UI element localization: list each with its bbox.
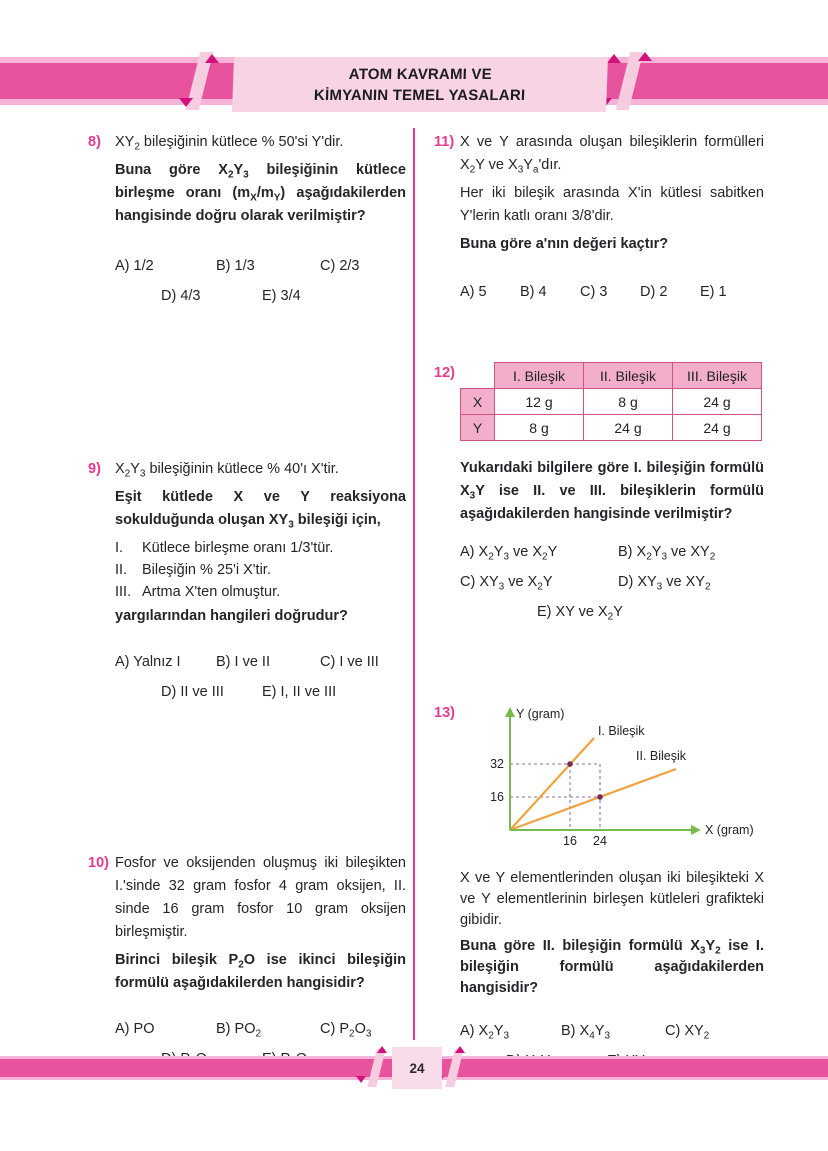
triangle-up-icon: [638, 52, 652, 61]
statement-1-numeral: I.: [115, 540, 124, 556]
option-a: A) PO: [115, 1021, 155, 1037]
data-point-16-32: [567, 761, 573, 767]
question-10-intro: Fosfor ve oksijenden oluşmuş iki bileşikten I.'sinde 32 gram fosfor 4 gram oksijen, II. sinde 16 gram fosfor 10 gram oksijen birleşmiştir.: [115, 855, 406, 940]
cell-x-2: 8 g: [584, 389, 673, 415]
option-e: E) I, II ve III: [262, 684, 337, 700]
option-a: A) 1/2: [115, 258, 154, 274]
statement-3-numeral: III.: [115, 584, 132, 600]
cell-x-3: 24 g: [673, 389, 762, 415]
cell-x-1: 12 g: [495, 389, 584, 415]
option-a: A) $X_2Y_3$: [460, 1023, 509, 1042]
option-d: D) 2: [640, 284, 668, 300]
option-b: B) $PO_2$: [216, 1021, 262, 1040]
series-line-compound-2: [510, 769, 676, 830]
question-9-statements: [115, 537, 406, 603]
question-13: [434, 702, 764, 1073]
chapter-title-line1: ATOM KAVRAMI VE: [348, 65, 493, 83]
question-8-body: Buna göre $X_2Y_3$ bileşiğinin kütlece birleşme oranı $(m_X/m_Y)$ aşağıdakilerden hangisinde doğru olarak verilmiştir?: [115, 162, 407, 224]
row-label-y: Y: [461, 415, 495, 441]
question-10: [88, 852, 406, 1071]
table-header-row: [461, 363, 762, 389]
chapter-title-line2: KİMYANIN TEMEL YASALARI: [313, 86, 526, 104]
option-c: C) $P_2O_3$: [320, 1021, 372, 1040]
series-line-compound-1: [510, 738, 594, 830]
question-9-number: 9): [88, 461, 101, 477]
y-tick-32: 32: [490, 757, 504, 771]
question-12: [434, 362, 764, 624]
row-label-x: X: [461, 389, 495, 415]
option-d: D) II ve III: [161, 684, 224, 700]
option-e: E) 1: [700, 284, 727, 300]
statement-2-numeral: II.: [115, 562, 128, 578]
table-header-compound-1: I. Bileşik: [495, 363, 584, 389]
option-b: B) $X_2Y_3$ ve $XY_2$: [618, 544, 716, 563]
triangle-up-icon: [607, 54, 621, 63]
question-9-stem: Eşit kütlede X ve Y reaksiyona sokulduğunda oluşan $XY_3$ bileşiği için,: [115, 489, 406, 531]
page-number-box: [392, 1047, 442, 1089]
mass-composition-graph: [480, 702, 764, 858]
question-13-intro: X ve Y elementlerinden oluşan iki bileşikteki X ve Y elementlerinin birleşen kütleleri grafikteki gibidir.: [460, 870, 764, 928]
option-b: B) 4: [520, 284, 547, 300]
question-12-options: [460, 540, 764, 624]
question-8-number: 8): [88, 134, 101, 150]
question-12-number: 12): [434, 365, 455, 381]
statement-1-text: Kütlece birleşme oranı 1/3'tür.: [142, 540, 334, 556]
question-11-options: [460, 280, 764, 304]
option-e: E) 3/4: [262, 288, 301, 304]
option-d: D) 4/3: [161, 288, 201, 304]
option-b: B) I ve II: [216, 654, 270, 670]
question-11-intro2: Her iki bileşik arasında X'in kütlesi sabitken Y'lerin katlı oranı 3/8'dir.: [460, 185, 764, 224]
question-8-options: [115, 254, 406, 308]
series-label-compound-1: I. Bileşik: [598, 724, 645, 738]
x-tick-16: 16: [563, 834, 577, 848]
option-a: A) Yalnız I: [115, 654, 181, 670]
question-8: [88, 131, 406, 308]
question-9-options: [115, 650, 406, 704]
question-9: [88, 458, 406, 704]
option-a: A) 5: [460, 284, 487, 300]
page-number: 24: [409, 1060, 425, 1076]
cell-y-3: 24 g: [673, 415, 762, 441]
statement-3: [115, 581, 406, 603]
option-c: C) 3: [580, 284, 608, 300]
chapter-title-box: [232, 57, 608, 112]
statement-1: [115, 537, 406, 559]
triangle-up-icon: [205, 54, 219, 63]
option-c: C) $XY_3$ ve $X_2Y$: [460, 574, 553, 593]
series-label-compound-2: II. Bileşik: [636, 749, 687, 763]
option-c: C) I ve III: [320, 654, 379, 670]
triangle-up-icon: [455, 1046, 465, 1053]
question-10-body: Birinci bileşik $P_2O$ ise ikinci bileşiğin formülü aşağıdakilerden hangisidir?: [115, 952, 406, 991]
x-tick-24: 24: [593, 834, 607, 848]
option-e: E) XY ve $X_2Y$: [537, 604, 623, 623]
table-row: [461, 415, 762, 441]
line-chart: [480, 702, 760, 854]
table-row: [461, 389, 762, 415]
statement-2-text: Bileşiğin % 25'i X'tir.: [142, 562, 271, 578]
data-point-24-16: [597, 794, 603, 800]
option-b: B) $X_4Y_3$: [561, 1023, 610, 1042]
statement-3-text: Artma X'ten olmuştur.: [142, 584, 281, 600]
question-11-intro1: X ve Y arasında oluşan bileşiklerin formülleri $X_2Y$ ve $X_3Y_a'dır$.: [460, 134, 764, 176]
question-13-body: Buna göre II. bileşiğin formülü $X_3Y_2$ ise I. bileşiğin formülü aşağıdakilerden hangisidir?: [460, 938, 764, 996]
y-axis-label: Y (gram): [516, 707, 565, 721]
statement-2: [115, 559, 406, 581]
question-8-intro: $XY_2$ bileşiğinin kütlece % 50'si Y'dir.: [115, 134, 344, 153]
option-c: C) $XY_2$: [665, 1023, 710, 1042]
y-tick-16: 16: [490, 790, 504, 804]
option-a: A) $X_2Y_3$ ve $X_2Y$: [460, 544, 558, 563]
triangle-down-icon: [356, 1076, 366, 1083]
x-axis-arrow-icon: [691, 825, 701, 835]
question-11-number: 11): [434, 134, 455, 150]
compound-mass-table: [460, 362, 762, 441]
table-corner-cell: [461, 363, 495, 389]
question-11-body: Buna göre a'nın değeri kaçtır?: [460, 236, 669, 252]
question-9-closing: yargılarından hangileri doğrudur?: [115, 608, 348, 624]
question-12-body: Yukarıdaki bilgilere göre I. bileşiğin formülü $X_3Y$ ise II. ve III. bileşiklerin formülü aşağıdakilerden hangisinde verilmiştir?: [460, 460, 764, 522]
option-d: D) $XY_3$ ve $XY_2$: [618, 574, 711, 593]
option-b: B) 1/3: [216, 258, 255, 274]
cell-y-1: 8 g: [495, 415, 584, 441]
triangle-down-icon: [179, 98, 193, 107]
question-10-number: 10): [88, 855, 109, 871]
cell-y-2: 24 g: [584, 415, 673, 441]
x-axis-label: X (gram): [705, 823, 754, 837]
option-c: C) 2/3: [320, 258, 360, 274]
question-11: [434, 131, 764, 304]
table-header-compound-2: II. Bileşik: [584, 363, 673, 389]
column-divider: [413, 128, 415, 1040]
triangle-up-icon: [377, 1046, 387, 1053]
question-9-intro: $X_2Y_3$ bileşiğinin kütlece % 40'ı X'tir.: [115, 461, 339, 480]
y-axis-arrow-icon: [505, 707, 515, 717]
question-13-number: 13): [434, 705, 455, 721]
table-header-compound-3: III. Bileşik: [673, 363, 762, 389]
